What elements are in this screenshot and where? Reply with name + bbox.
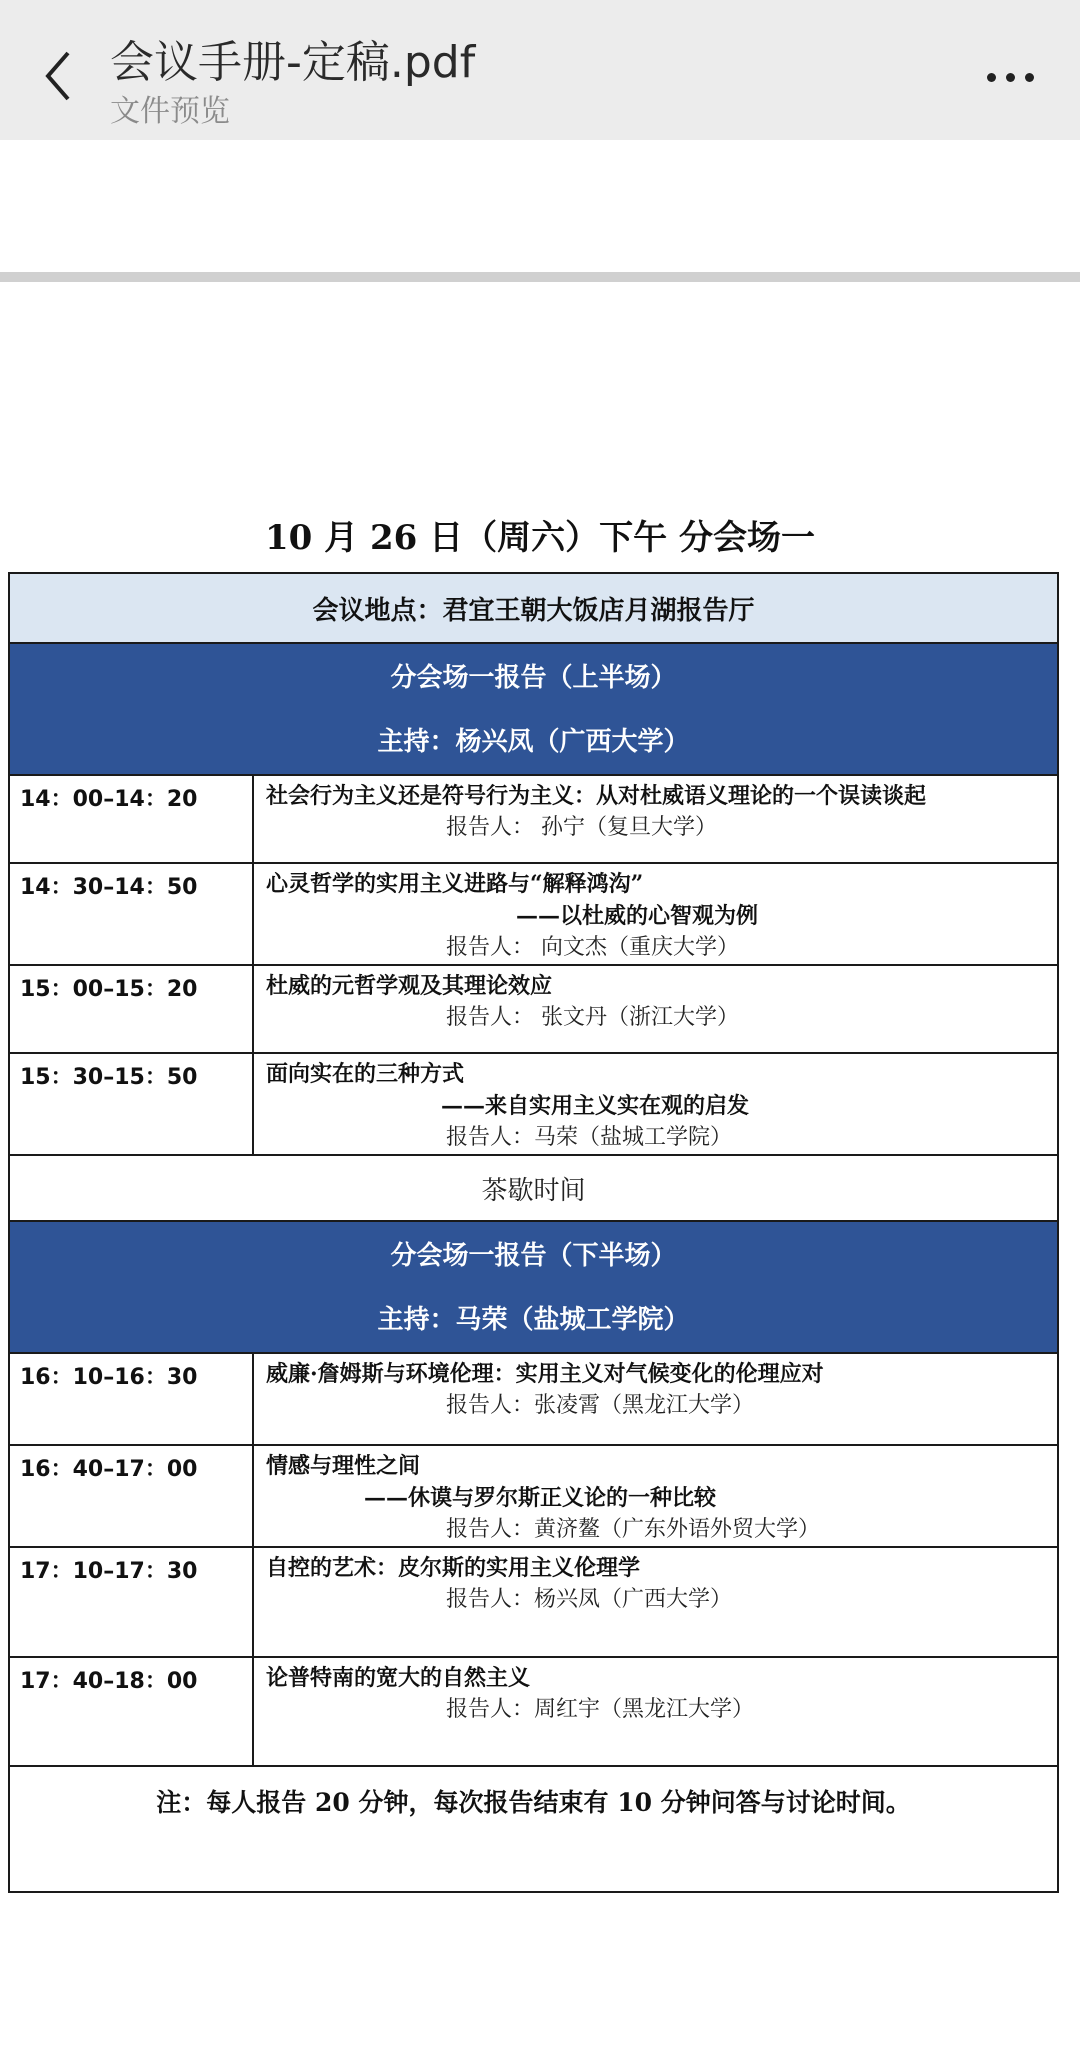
session-title: 分会场一报告（下半场）	[390, 1241, 677, 1271]
table-row	[9, 863, 1058, 965]
chevron-left-icon	[42, 49, 74, 103]
talk-speaker: 报告人：周红宇（黑龙江大学）	[446, 1697, 755, 1722]
talk-title: 论普特南的宽大的自然主义	[266, 1665, 531, 1691]
talk-title: 情感与理性之间	[266, 1453, 421, 1479]
talk-time: 14：00–14：20	[9, 775, 253, 863]
talk-time: 16：10–16：30	[9, 1353, 253, 1445]
talk-time: 14：30–14：50	[9, 863, 253, 965]
file-subtitle: 文件预览	[110, 94, 230, 129]
talk-time: 15：00–15：20	[9, 965, 253, 1053]
talk-time: 17：10–17：30	[9, 1547, 253, 1657]
tea-break-row: 茶歇时间	[9, 1155, 1058, 1221]
talk-speaker: 报告人：杨兴凤（广西大学）	[446, 1587, 733, 1612]
talk-cell	[253, 1353, 1058, 1445]
talk-title: 杜威的元哲学观及其理论效应	[266, 973, 553, 999]
session-title: 分会场一报告（上半场）	[390, 663, 677, 693]
talk-cell	[253, 1657, 1058, 1766]
talk-title: 心灵哲学的实用主义进路与“解释鸿沟”	[266, 871, 644, 897]
talk-cell	[253, 863, 1058, 965]
table-row	[9, 1547, 1058, 1657]
session-header	[9, 1221, 1058, 1353]
talk-time: 16：40–17：00	[9, 1445, 253, 1547]
talk-title: 社会行为主义还是符号行为主义：从对杜威语义理论的一个误读谈起	[266, 783, 927, 809]
page-separator	[0, 272, 1080, 282]
talk-speaker: 报告人：马荣（盐城工学院）	[446, 1125, 733, 1150]
file-title: 会议手册-定稿.pdf	[110, 37, 476, 88]
talk-cell	[253, 1547, 1058, 1657]
talk-subtitle: ——以杜威的心智观为例	[516, 903, 759, 929]
talk-speaker: 报告人：黄济鳌（广东外语外贸大学）	[446, 1517, 821, 1542]
top-bar	[0, 0, 1080, 140]
venue-row: 会议地点：君宜王朝大饭店月湖报告厅	[9, 573, 1058, 643]
talk-title: 面向实在的三种方式	[266, 1061, 465, 1087]
table-row	[9, 965, 1058, 1053]
session-host: 主持：杨兴凤（广西大学）	[377, 727, 690, 757]
talk-subtitle: ——来自实用主义实在观的启发	[441, 1093, 750, 1119]
talk-cell	[253, 965, 1058, 1053]
back-button[interactable]	[30, 38, 86, 114]
talk-time: 17：40–18：00	[9, 1657, 253, 1766]
talk-speaker: 报告人： 孙宁（复旦大学）	[446, 815, 717, 840]
talk-cell	[253, 1053, 1058, 1155]
note-row: 注：每人报告 20 分钟，每次报告结束有 10 分钟问答与讨论时间。	[9, 1766, 1058, 1892]
talk-subtitle: ——休谟与罗尔斯正义论的一种比较	[364, 1485, 717, 1511]
table-row	[9, 1353, 1058, 1445]
talk-speaker: 报告人： 向文杰（重庆大学）	[446, 935, 739, 960]
table-row	[9, 1053, 1058, 1155]
talk-speaker: 报告人： 张文丹（浙江大学）	[446, 1005, 739, 1030]
talk-title: 自控的艺术：皮尔斯的实用主义伦理学	[266, 1555, 641, 1581]
talk-title: 威廉·詹姆斯与环境伦理：实用主义对气候变化的伦理应对	[266, 1361, 824, 1387]
talk-speaker: 报告人：张凌霄（黑龙江大学）	[446, 1393, 755, 1418]
schedule-table	[8, 572, 1059, 1893]
more-options-icon[interactable]	[970, 42, 1050, 112]
table-row	[9, 1657, 1058, 1766]
session-header	[9, 643, 1058, 775]
talk-cell	[253, 1445, 1058, 1547]
talk-cell	[253, 775, 1058, 863]
talk-time: 15：30–15：50	[9, 1053, 253, 1155]
document-heading: 10 月 26 日（周六）下午 分会场一	[265, 518, 815, 558]
table-row	[9, 775, 1058, 863]
session-host: 主持：马荣（盐城工学院）	[377, 1305, 690, 1335]
table-row	[9, 1445, 1058, 1547]
